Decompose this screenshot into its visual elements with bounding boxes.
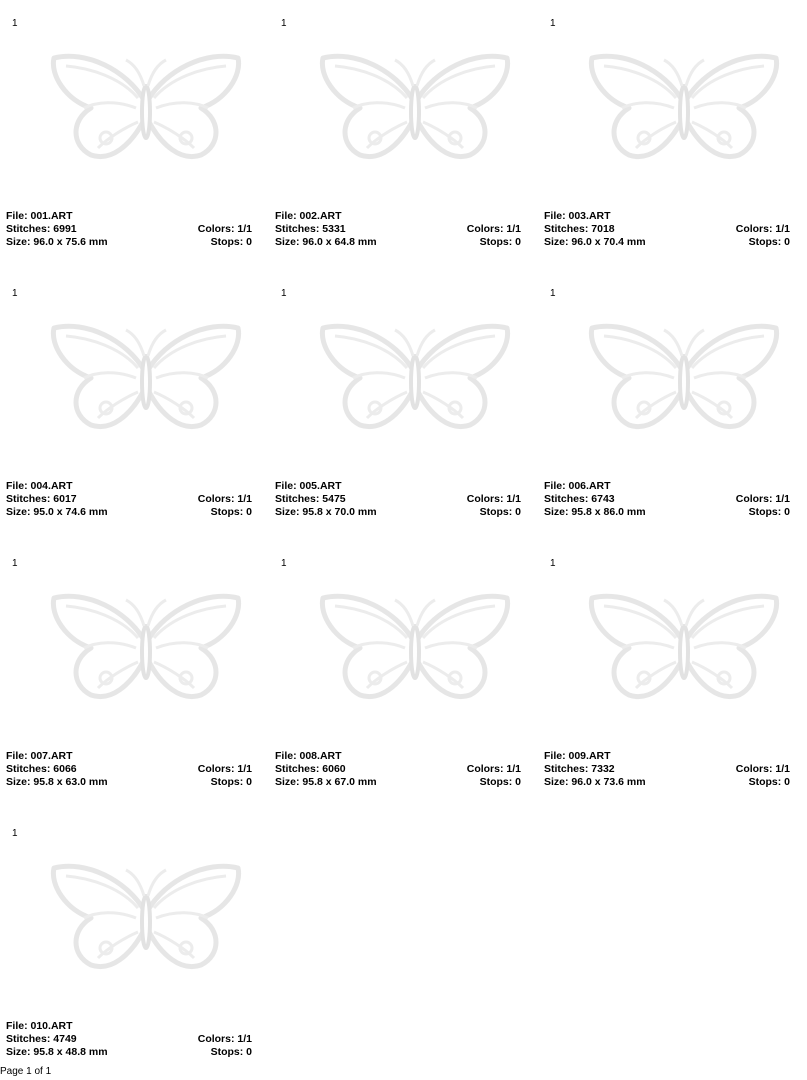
stitch-count: Stitches: 6743 — [544, 493, 615, 505]
stitch-count: Stitches: 5475 — [275, 493, 346, 505]
design-cell — [275, 558, 525, 798]
file-name: File: 002.ART — [275, 210, 342, 222]
design-preview — [46, 570, 246, 720]
design-number: 1 — [550, 558, 556, 569]
design-number: 1 — [12, 828, 18, 839]
stitch-count: Stitches: 6060 — [275, 763, 346, 775]
design-info — [275, 750, 521, 789]
design-cell — [544, 288, 794, 528]
design-number: 1 — [550, 18, 556, 29]
design-preview — [315, 30, 515, 180]
design-cell — [275, 18, 525, 258]
color-count: Colors: 1/1 — [735, 223, 790, 235]
color-count: Colors: 1/1 — [466, 493, 521, 505]
design-cell — [6, 558, 256, 798]
design-info — [6, 210, 252, 249]
design-info — [275, 480, 521, 519]
design-size: Size: 95.8 x 70.0 mm — [275, 506, 377, 518]
color-count: Colors: 1/1 — [466, 763, 521, 775]
butterfly-design-image — [46, 30, 246, 180]
design-size: Size: 95.8 x 48.8 mm — [6, 1046, 108, 1058]
design-cell — [544, 18, 794, 258]
file-name: File: 006.ART — [544, 480, 611, 492]
file-name: File: 004.ART — [6, 480, 73, 492]
design-size: Size: 95.8 x 86.0 mm — [544, 506, 646, 518]
butterfly-design-image — [46, 300, 246, 450]
file-name: File: 003.ART — [544, 210, 611, 222]
stitch-count: Stitches: 5331 — [275, 223, 346, 235]
color-count: Colors: 1/1 — [197, 763, 252, 775]
butterfly-design-image — [315, 300, 515, 450]
file-name: File: 005.ART — [275, 480, 342, 492]
stop-count: Stops: 0 — [479, 506, 521, 518]
stop-count: Stops: 0 — [479, 776, 521, 788]
design-number: 1 — [281, 18, 287, 29]
butterfly-design-image — [584, 30, 784, 180]
design-info — [544, 750, 790, 789]
design-number: 1 — [12, 558, 18, 569]
design-size: Size: 96.0 x 73.6 mm — [544, 776, 646, 788]
color-count: Colors: 1/1 — [197, 223, 252, 235]
design-cell — [6, 18, 256, 258]
design-size: Size: 96.0 x 75.6 mm — [6, 236, 108, 248]
design-cell — [275, 288, 525, 528]
design-preview — [584, 570, 784, 720]
butterfly-design-image — [315, 30, 515, 180]
file-name: File: 010.ART — [6, 1020, 73, 1032]
color-count: Colors: 1/1 — [197, 493, 252, 505]
butterfly-design-image — [46, 570, 246, 720]
design-preview — [584, 30, 784, 180]
file-name: File: 009.ART — [544, 750, 611, 762]
design-number: 1 — [12, 18, 18, 29]
design-info — [6, 1020, 252, 1059]
color-count: Colors: 1/1 — [735, 493, 790, 505]
butterfly-design-image — [584, 570, 784, 720]
design-number: 1 — [281, 558, 287, 569]
stop-count: Stops: 0 — [748, 236, 790, 248]
stop-count: Stops: 0 — [210, 776, 252, 788]
design-number: 1 — [281, 288, 287, 299]
stop-count: Stops: 0 — [210, 236, 252, 248]
design-size: Size: 95.0 x 74.6 mm — [6, 506, 108, 518]
page-footer: Page 1 of 1 — [0, 1066, 52, 1077]
design-size: Size: 96.0 x 64.8 mm — [275, 236, 377, 248]
file-name: File: 007.ART — [6, 750, 73, 762]
design-preview — [46, 30, 246, 180]
stitch-count: Stitches: 6066 — [6, 763, 77, 775]
stitch-count: Stitches: 6991 — [6, 223, 77, 235]
design-info — [6, 750, 252, 789]
stitch-count: Stitches: 7332 — [544, 763, 615, 775]
butterfly-design-image — [315, 570, 515, 720]
color-count: Colors: 1/1 — [735, 763, 790, 775]
design-number: 1 — [12, 288, 18, 299]
design-cell — [544, 558, 794, 798]
design-info — [6, 480, 252, 519]
color-count: Colors: 1/1 — [466, 223, 521, 235]
color-count: Colors: 1/1 — [197, 1033, 252, 1045]
design-info — [544, 480, 790, 519]
stop-count: Stops: 0 — [210, 1046, 252, 1058]
design-preview — [315, 300, 515, 450]
stitch-count: Stitches: 4749 — [6, 1033, 77, 1045]
design-preview — [46, 840, 246, 990]
stop-count: Stops: 0 — [748, 506, 790, 518]
design-info — [544, 210, 790, 249]
design-info — [275, 210, 521, 249]
design-size: Size: 96.0 x 70.4 mm — [544, 236, 646, 248]
stop-count: Stops: 0 — [748, 776, 790, 788]
design-cell — [6, 828, 256, 1068]
file-name: File: 001.ART — [6, 210, 73, 222]
butterfly-design-image — [46, 840, 246, 990]
design-cell — [6, 288, 256, 528]
design-preview — [46, 300, 246, 450]
file-name: File: 008.ART — [275, 750, 342, 762]
stop-count: Stops: 0 — [479, 236, 521, 248]
design-number: 1 — [550, 288, 556, 299]
design-preview — [315, 570, 515, 720]
design-size: Size: 95.8 x 67.0 mm — [275, 776, 377, 788]
design-size: Size: 95.8 x 63.0 mm — [6, 776, 108, 788]
stop-count: Stops: 0 — [210, 506, 252, 518]
stitch-count: Stitches: 6017 — [6, 493, 77, 505]
stitch-count: Stitches: 7018 — [544, 223, 615, 235]
design-preview — [584, 300, 784, 450]
butterfly-design-image — [584, 300, 784, 450]
